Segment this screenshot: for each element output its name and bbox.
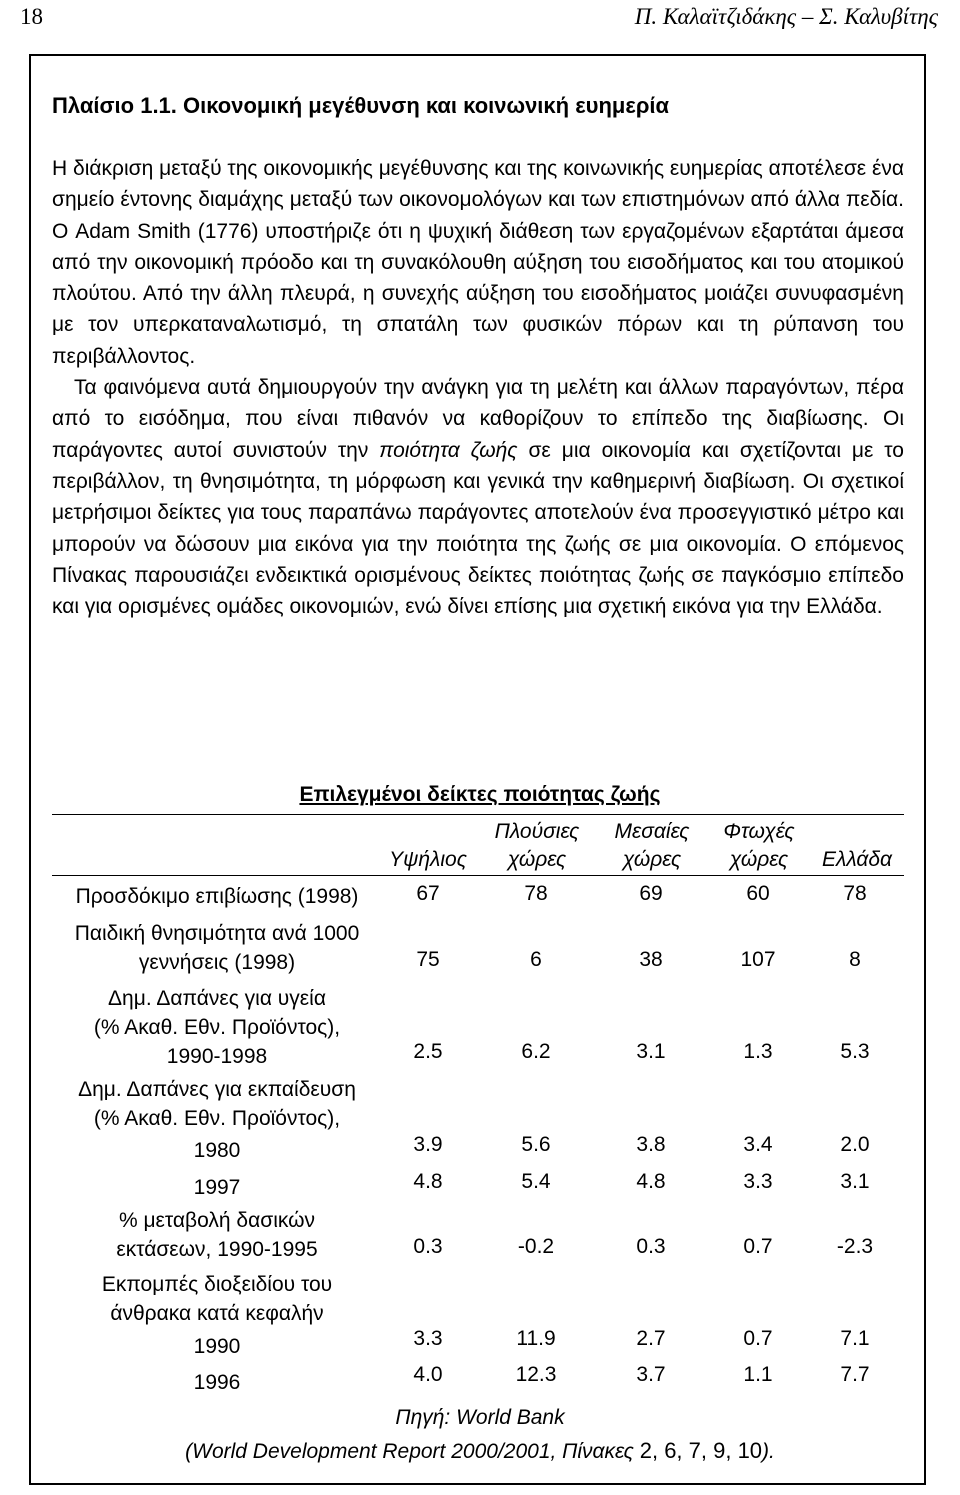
- table-cell: 4.0: [413, 1363, 443, 1386]
- table-cell: 8: [849, 948, 861, 971]
- indicator-life-expectancy: Προσδόκιμο επιβίωσης (1998): [75, 885, 359, 908]
- col-header-high: Υψήλιος: [389, 848, 467, 871]
- table-cell: 0.7: [743, 1327, 773, 1350]
- table-cell: 67: [416, 882, 440, 905]
- table-cell: 60: [746, 882, 770, 905]
- indicator-education-spending: Δημ. Δαπάνες για εκπαίδευση (% Ακαθ. Εθν. Προϊόντος), 1980 1997: [78, 1078, 356, 1199]
- table-cell: 2.7: [636, 1327, 666, 1350]
- table-cell: 3.1: [840, 1170, 870, 1193]
- table-cell: 5.4: [521, 1170, 551, 1193]
- col-header-middle: Μεσαίες χώρες: [614, 820, 690, 871]
- table-cell: 1.1: [743, 1363, 773, 1386]
- table-cell: 38: [639, 948, 663, 971]
- table-header-rule: [52, 875, 904, 876]
- table-cell: 0.7: [743, 1235, 773, 1258]
- table-cell: 2.5: [413, 1040, 443, 1063]
- table-cell: 4.8: [413, 1170, 443, 1193]
- indicator-forest-change: % μεταβολή δασικών εκτάσεων, 1990-1995: [116, 1209, 318, 1261]
- table-cell: 6: [530, 948, 542, 971]
- indicator-infant-mortality: Παιδική θνησιμότητα ανά 1000 γεννήσεις (1998): [74, 922, 360, 974]
- table-cell: 2.0: [840, 1133, 870, 1156]
- table-cell: 12.3: [515, 1363, 557, 1386]
- table-cell: 7.1: [840, 1327, 870, 1350]
- page-number: 18: [20, 4, 43, 29]
- table-cell: -2.3: [836, 1235, 874, 1258]
- paragraph-1: Η διάκριση μεταξύ της οικονομικής μεγέθυνσης και της κοινωνικής ευημερίας αποτέλεσε ένα σημείο έντονης διαμάχης μεταξύ των οικονομολόγων και των επιστημόνων από άλλα πεδία. Ο Adam Smith (1776) υποστήριζε ότι η ψυχική διάθεση των εργαζομένων εξαρτάται άμεσα από την οικονομική πρόοδο και τη συνακόλουθη αύξηση του εισοδήματος και του ατομικού πλούτου. Από την άλλη πλευρά, η συνεχής αύξηση του εισοδήματος μοιάζει συνυφασμένη με τον υπερκαταναλωτισμό, τη σπατάλη των φυσικών πόρων και τη ρύπανση του περιβάλλοντος.: [52, 157, 904, 368]
- table-source: [0, 1401, 960, 1468]
- table-cell: 3.3: [413, 1327, 443, 1350]
- table-cell: 107: [740, 948, 776, 971]
- page-header: [0, 2, 960, 38]
- table-cell: 78: [843, 882, 867, 905]
- table-cell: 3.3: [743, 1170, 773, 1193]
- table-cell: 3.7: [636, 1363, 666, 1386]
- col-header-rich: Πλούσιες χώρες: [494, 820, 580, 871]
- quality-of-life-term: ποιότητα ζωής: [379, 438, 518, 462]
- source-line-1: Πηγή: World Bank: [395, 1406, 565, 1429]
- table-cell: 3.4: [743, 1133, 773, 1156]
- table-cell: 11.9: [516, 1327, 556, 1350]
- col-header-greece: Ελλάδα: [821, 848, 892, 871]
- table-cell: 5.3: [840, 1040, 870, 1063]
- table-cell: 3.1: [636, 1040, 666, 1063]
- table-title: Επιλεγμένοι δείκτες ποιότητας ζωής: [299, 783, 661, 806]
- running-head-authors: Π. Καλαϊτζιδάκης – Σ. Καλυβίτης: [634, 4, 938, 29]
- table-cell: 4.8: [636, 1170, 666, 1193]
- table-cell: 78: [524, 882, 548, 905]
- table-cell: 5.6: [521, 1133, 551, 1156]
- paragraph-2-start: Τα φαινόμενα αυτά δημιουργούν την ανάγκη για τη μελέτη και άλλων παραγόντων, πέρα από το εισόδημα, που είναι πιθανόν να καθορίζουν το επίπεδο της διαβίωσης. Οι παράγοντες αυτοί συνιστούν την: [52, 376, 904, 462]
- table-top-rule: [52, 814, 904, 815]
- box-body: [52, 153, 904, 622]
- table-cell: -0.2: [517, 1235, 555, 1258]
- source-line-2: (World Development Report 2000/2001, Πίνακες 2, 6, 7, 9, 10).: [185, 1438, 775, 1463]
- col-header-poor: Φτωχές χώρες: [723, 820, 795, 871]
- paragraph-2-end: σε μια οικονομία και σχετίζονται με το περιβάλλον, τη θνησιμότητα, τη μόρφωση και γενικά την καθημερινή διαβίωση. Οι σχετικοί μετρήσιμοι δείκτες για τους παραπάνω παράγοντες αποτελούν ένα προσεγγιστικό μέτρο και μπορούν να δώσουν μια εικόνα για την ποιότητα της ζωής σε μια οικονομία. Ο επόμενος Πίνακας παρουσιάζει ενδεικτικά ορισμένους δείκτες ποιότητας ζωής σε παγκόσμιο επίπεδο και για ορισμένες ομάδες οικονομιών, ενώ δίνει επίσης μια σχετική εικόνα για την Ελλάδα.: [52, 438, 904, 619]
- indicator-co2-emissions: Εκπομπές διοξειδίου του άνθρακα κατά κεφαλήν 1990 1996: [101, 1273, 333, 1394]
- table-cell: 7.7: [840, 1363, 870, 1386]
- paragraph-2: [52, 372, 904, 622]
- table-cell: 69: [639, 882, 663, 905]
- box-title: Πλαίσιο 1.1. Οικονομική μεγέθυνση και κοινωνική ευημερία: [52, 93, 670, 118]
- table-cell: 75: [416, 948, 440, 971]
- table-cell: 3.9: [413, 1133, 443, 1156]
- table-cell: 3.8: [636, 1133, 666, 1156]
- table-cell: 6.2: [521, 1040, 551, 1063]
- table-cell: 1.3: [743, 1040, 773, 1063]
- indicator-health-spending: Δημ. Δαπάνες για υγεία (% Ακαθ. Εθν. Προϊόντος), 1990-1998: [93, 987, 341, 1068]
- table-cell: 0.3: [413, 1235, 443, 1258]
- table-cell: 0.3: [636, 1235, 666, 1258]
